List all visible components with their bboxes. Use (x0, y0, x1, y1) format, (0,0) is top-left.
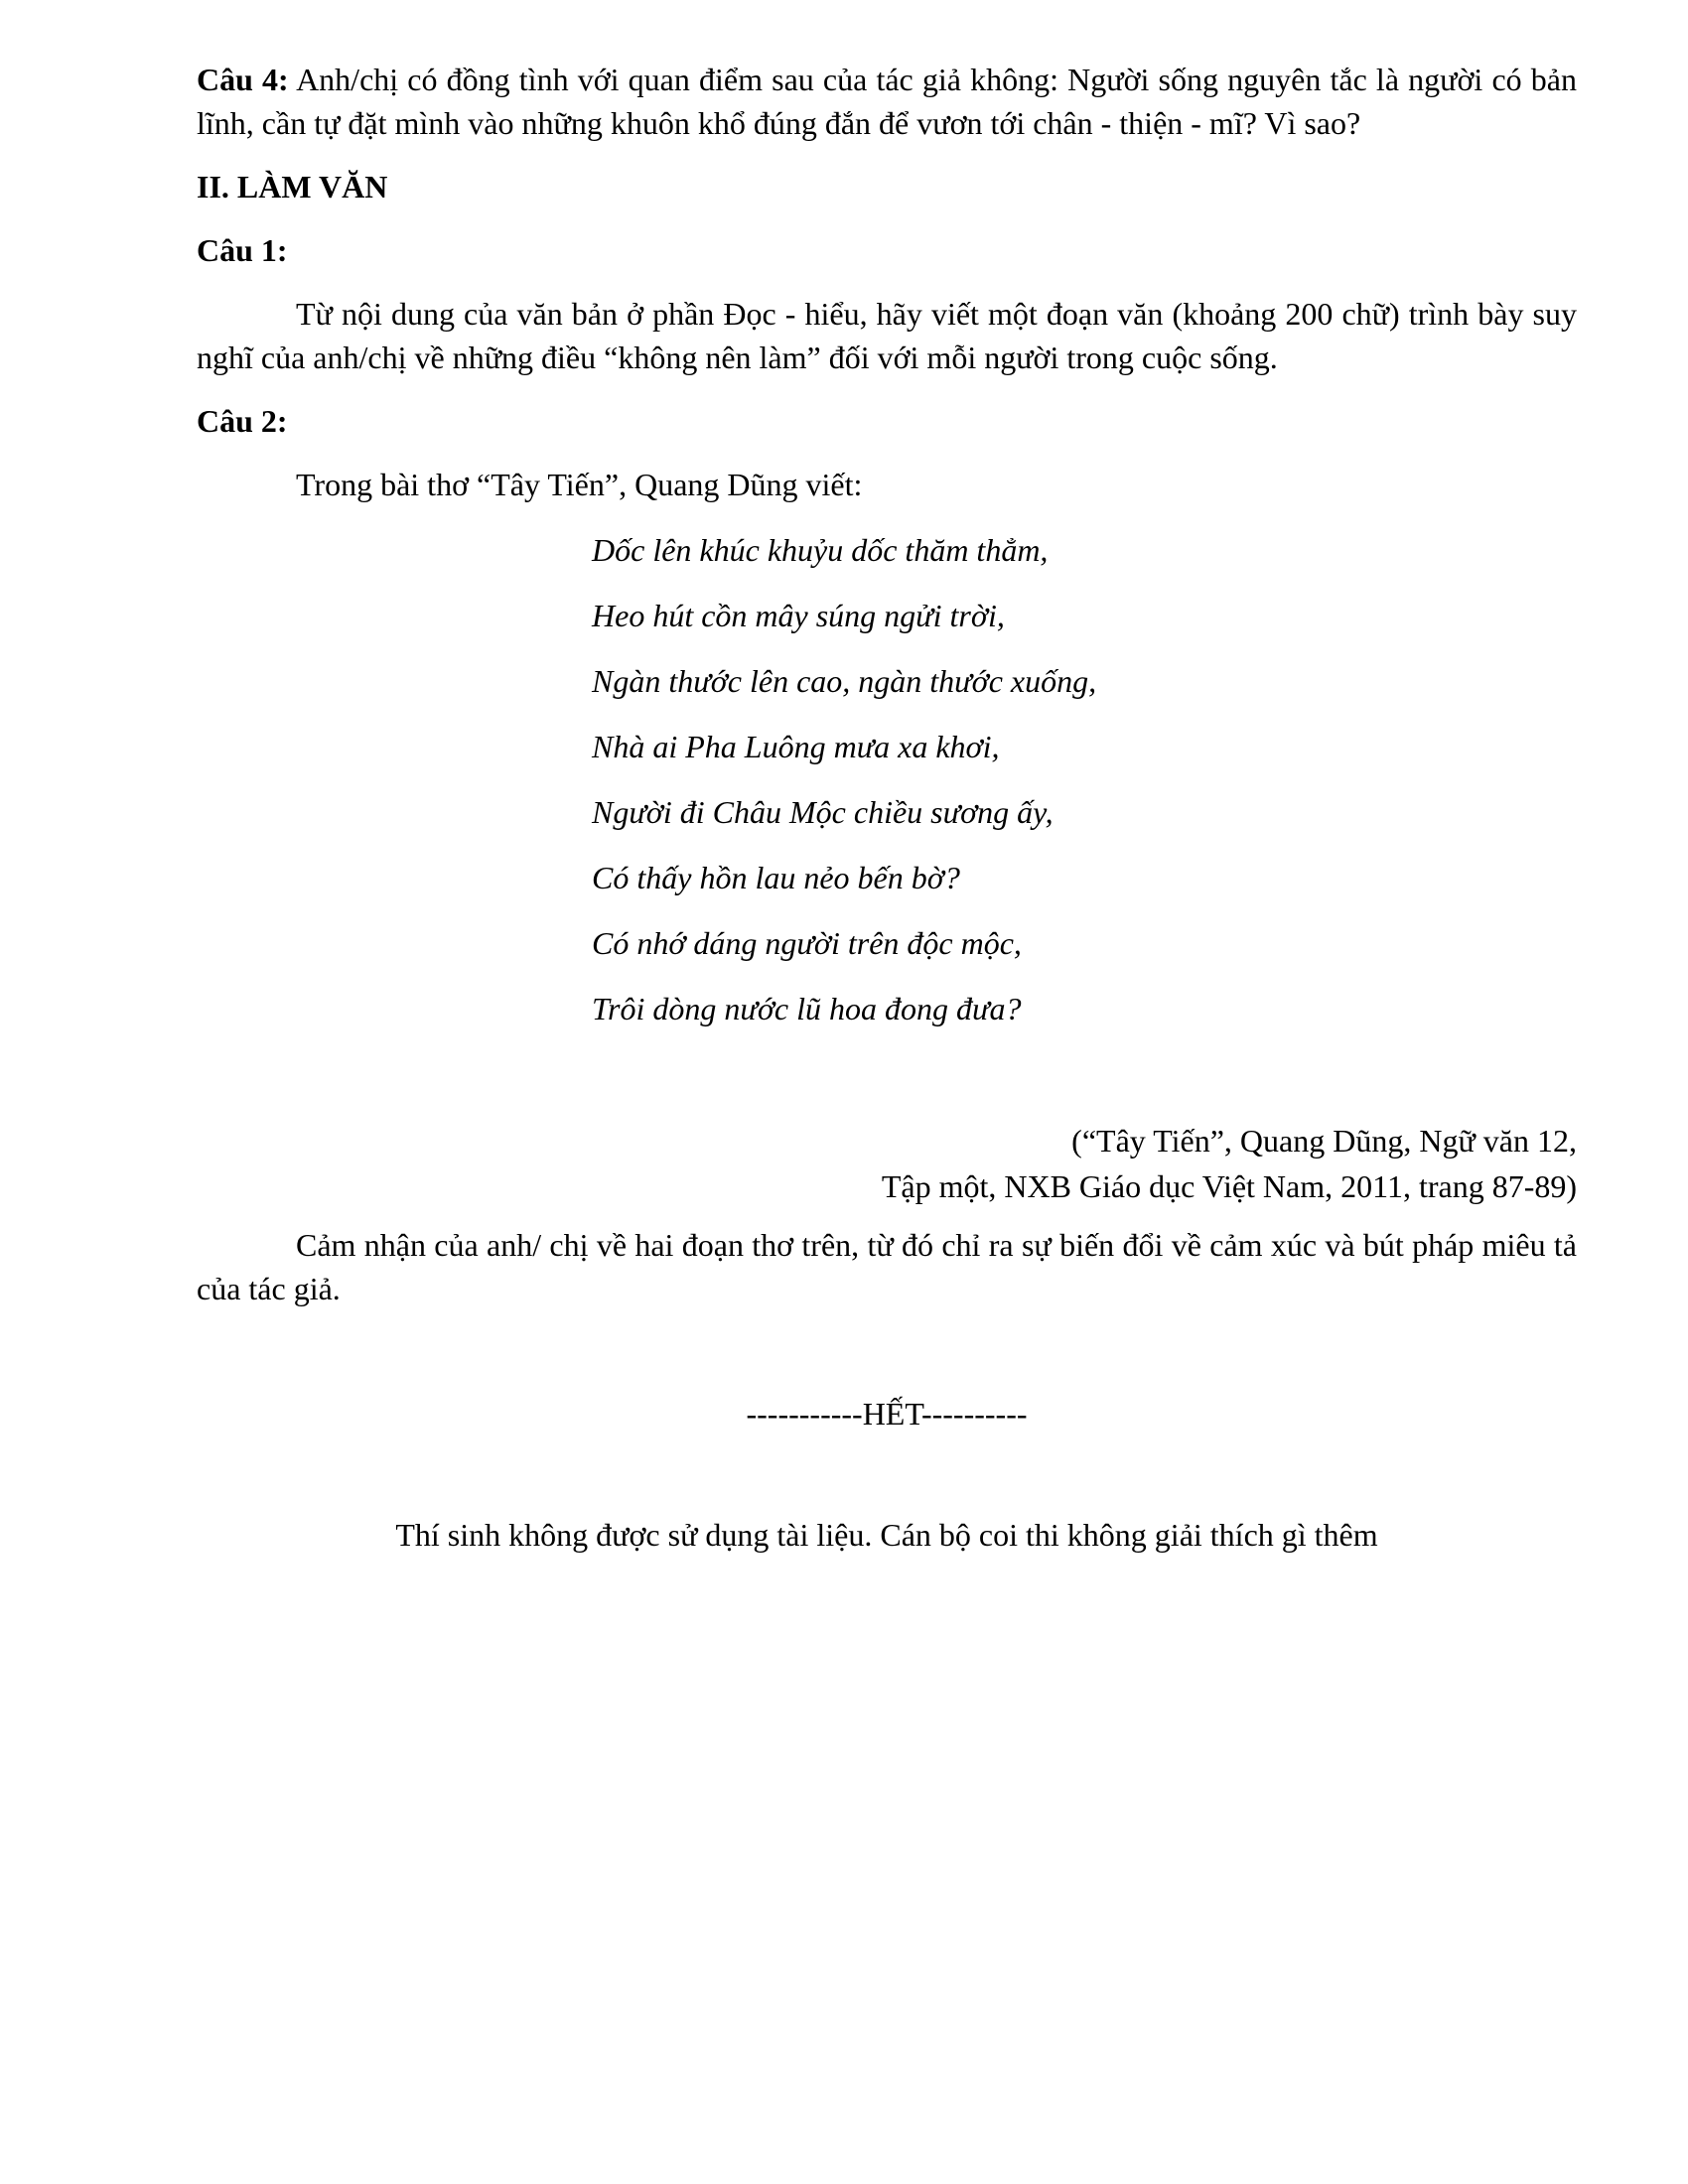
question-2-label: Câu 2: (197, 403, 288, 439)
poem-line: Nhà ai Pha Luông mưa xa khơi, (592, 729, 1000, 764)
question-1-label: Câu 1: (197, 232, 288, 268)
question-2-task: Cảm nhận của anh/ chị về hai đoạn thơ trên, từ đó chỉ ra sự biến đổi về cảm xúc và bút pháp miêu tả của tác giả. (197, 1227, 1577, 1306)
citation-line-1: (“Tây Tiến”, Quang Dũng, Ngữ văn 12, (1071, 1123, 1577, 1159)
poem-line: Người đi Châu Mộc chiều sương ấy, (592, 794, 1054, 830)
section-title: II. LÀM VĂN (197, 169, 388, 205)
poem-line: Ngàn thước lên cao, ngàn thước xuống, (592, 663, 1097, 699)
poem-line: Trôi dòng nước lũ hoa đong đưa? (592, 991, 1022, 1026)
question-2-intro: Trong bài thơ “Tây Tiến”, Quang Dũng viết: (296, 467, 863, 502)
poem-line: Có thấy hồn lau nẻo bến bờ? (592, 860, 960, 895)
question-4-label: Câu 4: (197, 62, 289, 97)
poem-citation (197, 1118, 1577, 1209)
poem-line: Dốc lên khúc khuỷu dốc thăm thẳm, (592, 532, 1049, 568)
poem-line: Có nhớ dáng người trên độc mộc, (592, 925, 1022, 961)
exam-page (197, 58, 1577, 1557)
footer-note: Thí sinh không được sử dụng tài liệu. Cán bộ coi thi không giải thích gì thêm (395, 1517, 1378, 1553)
question-1-text: Từ nội dung của văn bản ở phần Đọc - hiểu, hãy viết một đoạn văn (khoảng 200 chữ) trình bày suy nghĩ của anh/chị về những điều “không nên làm” đối với mỗi người trong cuộc sống. (197, 296, 1577, 375)
question-4-text: Anh/chị có đồng tình với quan điểm sau của tác giả không: Người sống nguyên tắc là người có bản lĩnh, cần tự đặt mình vào những khuôn khổ đúng đắn để vươn tới chân - thiện - mĩ? Vì sao? (197, 62, 1578, 141)
poem-excerpt (592, 528, 1577, 1052)
question-4 (197, 58, 1577, 145)
citation-line-2: Tập một, NXB Giáo dục Việt Nam, 2011, trang 87-89) (881, 1168, 1577, 1204)
end-mark: -----------HẾT---------- (746, 1396, 1028, 1432)
poem-line: Heo hút cồn mây súng ngửi trời, (592, 598, 1005, 633)
